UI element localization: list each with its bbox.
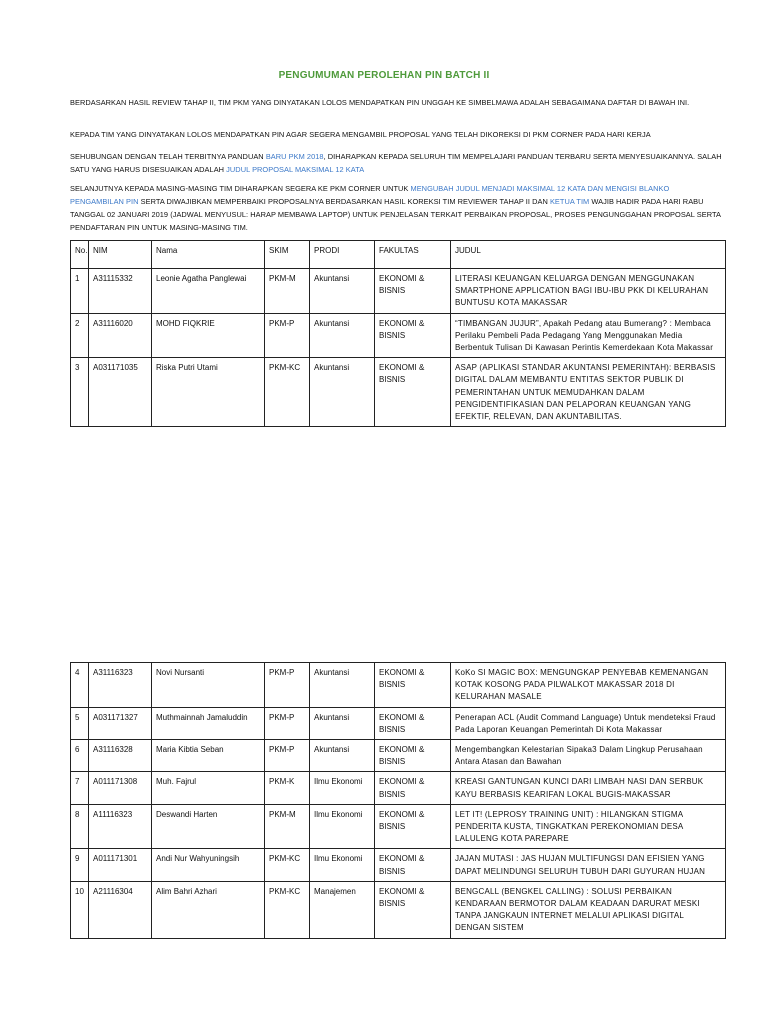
cell-prodi: Ilmu Ekonomi (310, 849, 375, 881)
paragraph-review-result: BERDASARKAN HASIL REVIEW TAHAP II, TIM PKM YANG DINYATAKAN LOLOS MENDAPATKAN PIN UNGGAH KE SIMBELMAWA ADALAH SEBAGAIMANA DAFTAR DI BAWAH INI. (70, 98, 690, 107)
paragraph-guidelines (70, 150, 724, 176)
table-row (71, 881, 726, 938)
cell-skim: PKM-P (265, 707, 310, 739)
cell-prodi: Akuntansi (310, 269, 375, 314)
cell-judul: LITERASI KEUANGAN KELUARGA DENGAN MENGGUNAKAN SMARTPHONE APPLICATION BAGI IBU-IBU PKK DI KELURAHAN BUNTUSU KOTA MAKASSAR (451, 269, 726, 314)
cell-fakultas: EKONOMI & BISNIS (375, 772, 451, 804)
cell-fakultas: EKONOMI & BISNIS (375, 881, 451, 938)
cell-judul: ASAP (APLIKASI STANDAR AKUNTANSI PEMERINTAH): BERBASIS DIGITAL DALAM MEMBANTU ENTITAS SEKTOR PUBLIK DI PEMERINTAHAN UNTUK MEMUDAHKAN DALAM PENGIDENTIFIKASIAN DAN PELAPORAN KEUANGAN YANG EFEKTIF, RELEVAN, DAN AKUNTABILITAS. (451, 358, 726, 427)
instructions-highlight: MENGUBAH JUDUL MENJADI MAKSIMAL 12 KATA DAN MENGISI BLANKO PENGAMBILAN PIN (70, 184, 670, 206)
cell-no: 8 (71, 804, 89, 849)
cell-skim: PKM-P (265, 663, 310, 708)
header-prodi: PRODI (310, 241, 375, 269)
cell-no: 2 (71, 313, 89, 358)
cell-no: 1 (71, 269, 89, 314)
cell-judul: JAJAN MUTASI : JAS HUJAN MULTIFUNGSI DAN EFISIEN YANG DAPAT MELINDUNGI SELURUH TUBUH DARI GUYURAN HUJAN (451, 849, 726, 881)
table-row (71, 269, 726, 314)
cell-skim: PKM-KC (265, 358, 310, 427)
table-row (71, 849, 726, 881)
cell-skim: PKM-K (265, 772, 310, 804)
cell-judul: KoKo SI MAGIC BOX: MENGUNGKAP PENYEBAB KEMENANGAN KOTAK KOSONG PADA PILWALKOT MAKASSAR 2018 DI KELURAHAN MASALE (451, 663, 726, 708)
cell-no: 6 (71, 740, 89, 772)
instructions-text: SELANJUTNYA KEPADA MASING-MASING TIM DIHARAPKAN SEGERA KE PKM CORNER UNTUK (70, 184, 411, 193)
guidelines-highlight-2: JUDUL PROPOSAL MAKSIMAL 12 KATA (226, 165, 365, 174)
cell-fakultas: EKONOMI & BISNIS (375, 269, 451, 314)
cell-fakultas: EKONOMI & BISNIS (375, 740, 451, 772)
cell-prodi: Manajemen (310, 881, 375, 938)
cell-nama: Muthmainnah Jamaluddin (152, 707, 265, 739)
header-nama: Nama (152, 241, 265, 269)
cell-skim: PKM-P (265, 740, 310, 772)
paragraph-instructions (70, 182, 724, 234)
cell-fakultas: EKONOMI & BISNIS (375, 849, 451, 881)
cell-nim: A21116304 (89, 881, 152, 938)
cell-prodi: Akuntansi (310, 663, 375, 708)
cell-judul: Mengembangkan Kelestarian Sipaka3 Dalam Lingkup Perusahaan Antara Atasan dan Bawahan (451, 740, 726, 772)
cell-nim: A31115332 (89, 269, 152, 314)
cell-nim: A031171327 (89, 707, 152, 739)
cell-prodi: Ilmu Ekonomi (310, 804, 375, 849)
cell-no: 3 (71, 358, 89, 427)
pin-table-part-2 (70, 662, 726, 939)
page-title: PENGUMUMAN PEROLEHAN PIN BATCH II (278, 70, 490, 81)
cell-fakultas: EKONOMI & BISNIS (375, 804, 451, 849)
cell-judul: Penerapan ACL (Audit Command Language) Untuk mendeteksi Fraud Pada Laporan Keuangan Pemerintah Di Kota Makassar (451, 707, 726, 739)
cell-nim: A011171301 (89, 849, 152, 881)
cell-skim: PKM-M (265, 269, 310, 314)
cell-prodi: Akuntansi (310, 707, 375, 739)
cell-nama: Novi Nursanti (152, 663, 265, 708)
guidelines-text: SEHUBUNGAN DENGAN TELAH TERBITNYA PANDUAN (70, 152, 266, 161)
cell-nim: A031171035 (89, 358, 152, 427)
cell-skim: PKM-M (265, 804, 310, 849)
cell-prodi: Akuntansi (310, 358, 375, 427)
cell-skim: PKM-P (265, 313, 310, 358)
cell-fakultas: EKONOMI & BISNIS (375, 707, 451, 739)
cell-nama: Andi Nur Wahyuningsih (152, 849, 265, 881)
cell-nama: Maria Kibtia Seban (152, 740, 265, 772)
cell-fakultas: EKONOMI & BISNIS (375, 663, 451, 708)
cell-nama: Deswandi Harten (152, 804, 265, 849)
table-row (71, 313, 726, 358)
cell-no: 4 (71, 663, 89, 708)
cell-nama: Muh. Fajrul (152, 772, 265, 804)
header-fakultas: FAKULTAS (375, 241, 451, 269)
header-judul: JUDUL (451, 241, 726, 269)
table-row (71, 772, 726, 804)
table-row (71, 707, 726, 739)
cell-nama: Riska Putri Utami (152, 358, 265, 427)
cell-judul: KREASI GANTUNGAN KUNCI DARI LIMBAH NASI DAN SERBUK KAYU BERBASIS KEARIFAN LOKAL BUGIS-MAKASSAR (451, 772, 726, 804)
cell-nim: A31116328 (89, 740, 152, 772)
cell-nim: A011171308 (89, 772, 152, 804)
cell-nama: Leonie Agatha Panglewai (152, 269, 265, 314)
cell-nama: Alim Bahri Azhari (152, 881, 265, 938)
cell-judul: “TIMBANGAN JUJUR”, Apakah Pedang atau Bumerang? : Membaca Perilaku Pembeli Pada Pedagang Yang Menggunakan Media Berbentuk Tulisan Di Kawasan Perintis Kemerdekaan Kota Makassar (451, 313, 726, 358)
cell-no: 10 (71, 881, 89, 938)
instructions-text-2: SERTA DIWAJIBKAN MEMPERBAIKI PROPOSALNYA BERDASARKAN HASIL KOREKSI TIM REVIEWER TAHAP II DAN (138, 197, 550, 206)
cell-nim: A31116323 (89, 663, 152, 708)
instructions-text-3: WAJIB HADIR PADA HARI RABU TANGGAL 02 JANUARI 2019 (JADWAL MENYUSUL: HARAP MEMBAWA LAPTOP) UNTUK PENJELASAN TERKAIT PERBAIKAN PROPOSAL, PROSES PENGUNGGAHAN PROPOSAL SERTA PENDAFTARAN PIN UNTUK MASING-MASING TIM. (70, 197, 721, 232)
table-row (71, 740, 726, 772)
cell-nim: A11116323 (89, 804, 152, 849)
cell-judul: LET IT! (LEPROSY TRAINING UNIT) : HILANGKAN STIGMA PENDERITA KUSTA, TINGKATKAN PEREKONOMIAN DESA LALULENG KOTA PAREPARE (451, 804, 726, 849)
table-header-row (71, 241, 726, 269)
table-row (71, 358, 726, 427)
guidelines-text-2: , DIHARAPKAN KEPADA SELURUH TIM MEMPELAJARI PANDUAN TERBARU SERTA MENYESUAIKANNYA. SALAH SATU YANG HARUS DISESUAIKAN ADALAH (70, 152, 722, 174)
cell-skim: PKM-KC (265, 849, 310, 881)
cell-fakultas: EKONOMI & BISNIS (375, 313, 451, 358)
instructions-highlight-2: KETUA TIM (549, 197, 590, 206)
cell-nim: A31116020 (89, 313, 152, 358)
cell-prodi: Akuntansi (310, 313, 375, 358)
table-row (71, 804, 726, 849)
cell-fakultas: EKONOMI & BISNIS (375, 358, 451, 427)
cell-nama: MOHD FIQKRIE (152, 313, 265, 358)
cell-no: 7 (71, 772, 89, 804)
cell-no: 5 (71, 707, 89, 739)
header-no: No. (71, 241, 89, 269)
header-nim: NIM (89, 241, 152, 269)
cell-prodi: Ilmu Ekonomi (310, 772, 375, 804)
paragraph-take-proposal: KEPADA TIM YANG DINYATAKAN LOLOS MENDAPATKAN PIN AGAR SEGERA MENGAMBIL PROPOSAL YANG TELAH DIKOREKSI DI PKM CORNER PADA HARI KERJA (70, 130, 651, 139)
cell-judul: BENGCALL (BENGKEL CALLING) : SOLUSI PERBAIKAN KENDARAAN BERMOTOR DALAM KEADAAN DARURAT MESKI TANPA JANGKAUN INTERNET MELALUI APLIKASI DIGITAL DENGAN SISTEM (451, 881, 726, 938)
cell-no: 9 (71, 849, 89, 881)
guidelines-highlight: BARU PKM 2018 (265, 152, 324, 161)
pin-table-part-1 (70, 240, 726, 427)
cell-skim: PKM-KC (265, 881, 310, 938)
header-skim: SKIM (265, 241, 310, 269)
cell-prodi: Akuntansi (310, 740, 375, 772)
table-row (71, 663, 726, 708)
